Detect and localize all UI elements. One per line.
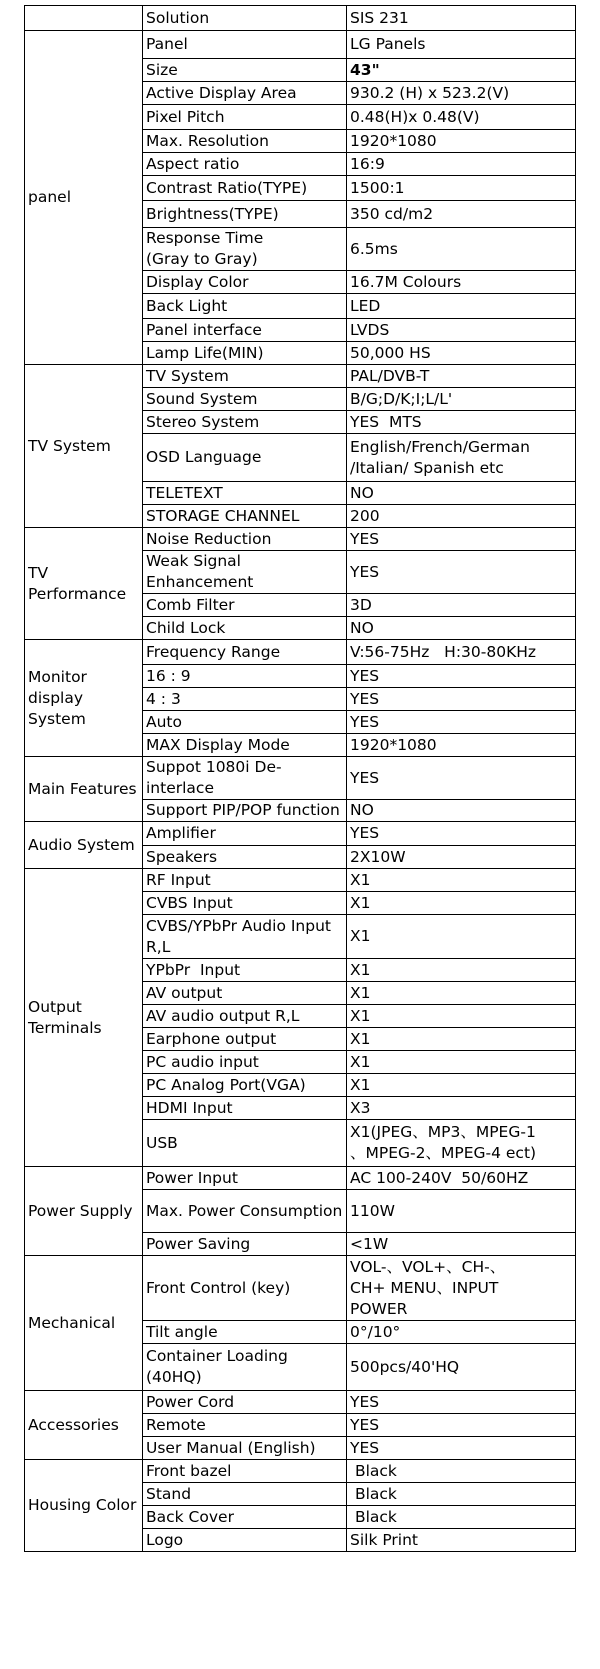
spec-value-cell: X3 [347,1097,576,1120]
spec-value-cell: 500pcs/40'HQ [347,1344,576,1391]
spec-name-cell: Aspect ratio [143,153,347,176]
spec-name-cell: Child Lock [143,617,347,640]
spec-name-cell: Front Control (key) [143,1256,347,1321]
spec-value-cell: 1500:1 [347,176,576,201]
group-label-cell: TV System [25,365,143,528]
spec-table-body [25,6,576,1552]
spec-value-cell: B/G;D/K;I;L/L' [347,388,576,411]
spec-name-cell: Max. Resolution [143,130,347,153]
group-label-cell: Power Supply [25,1167,143,1256]
spec-value-cell: NO [347,617,576,640]
spec-value-cell: X1 [347,915,576,959]
spec-name-cell: Active Display Area [143,82,347,105]
spec-name-cell: STORAGE CHANNEL [143,505,347,528]
spec-value-cell: X1 [347,869,576,892]
spec-name-cell: Power Cord [143,1391,347,1414]
spec-name-cell: Amplifier [143,822,347,846]
table-row [25,1460,576,1483]
spec-name-cell: Panel [143,31,347,59]
spec-value-cell: 16:9 [347,153,576,176]
spec-value-cell: X1 [347,1005,576,1028]
spec-name-cell: Support PIP/POP function [143,800,347,822]
spec-value-cell: 0°/10° [347,1321,576,1344]
spec-value-cell: V:56-75Hz H:30-80KHz [347,640,576,665]
spec-value-cell: X1 [347,892,576,915]
spec-value-cell: YES MTS [347,411,576,434]
spec-name-cell: Comb Filter [143,594,347,617]
spec-name-cell: Brightness(TYPE) [143,201,347,228]
spec-value-cell: 1920*1080 [347,734,576,757]
spec-value-cell: PAL/DVB-T [347,365,576,388]
table-row [25,1256,576,1321]
spec-name-cell: Container Loading (40HQ) [143,1344,347,1391]
spec-name-cell: YPbPr Input [143,959,347,982]
spec-name-cell: Display Color [143,271,347,294]
spec-value-cell: YES [347,1414,576,1437]
table-row [25,31,576,59]
spec-name-cell: Size [143,59,347,82]
spec-name-cell: TELETEXT [143,482,347,505]
spec-value-cell: 0.48(H)x 0.48(V) [347,105,576,130]
group-label-cell: Main Features [25,757,143,822]
spec-value-cell: YES [347,528,576,551]
spec-name-cell: AV audio output R,L [143,1005,347,1028]
spec-value-cell: 3D [347,594,576,617]
spec-name-cell: Front bazel [143,1460,347,1483]
spec-name-cell: Power Input [143,1167,347,1190]
spec-name-cell: Stereo System [143,411,347,434]
table-row [25,1391,576,1414]
spec-value-cell: X1(JPEG、MP3、MPEG-1 、MPEG-2、MPEG-4 ect) [347,1120,576,1167]
spec-name-cell: PC audio input [143,1051,347,1074]
spec-name-cell: Earphone output [143,1028,347,1051]
table-row [25,1167,576,1190]
spec-value-cell: <1W [347,1233,576,1256]
spec-value-cell: SIS 231 [347,6,576,31]
spec-value-cell: 50,000 HS [347,342,576,365]
group-label-cell: panel [25,31,143,365]
spec-name-cell: Max. Power Consumption [143,1190,347,1233]
spec-value-cell: YES [347,757,576,800]
spec-value-cell: 350 cd/m2 [347,201,576,228]
spec-name-cell: USB [143,1120,347,1167]
spec-name-cell: 16 : 9 [143,665,347,688]
spec-name-cell: Solution [143,6,347,31]
spec-value-cell: X1 [347,1051,576,1074]
spec-value-cell: VOL-、VOL+、CH-、 CH+ MENU、INPUT POWER [347,1256,576,1321]
spec-value-cell: 6.5ms [347,228,576,271]
spec-name-cell: PC Analog Port(VGA) [143,1074,347,1097]
spec-name-cell: RF Input [143,869,347,892]
spec-value-cell: LG Panels [347,31,576,59]
group-label-cell [25,6,143,31]
spec-name-cell: Frequency Range [143,640,347,665]
group-label-cell: Accessories [25,1391,143,1460]
group-label-cell: Output Terminals [25,869,143,1167]
spec-value-cell: YES [347,711,576,734]
spec-name-cell: HDMI Input [143,1097,347,1120]
spec-name-cell: AV output [143,982,347,1005]
table-row [25,528,576,551]
spec-name-cell: CVBS Input [143,892,347,915]
spec-value-cell: YES [347,1391,576,1414]
spec-value-cell: X1 [347,982,576,1005]
spec-name-cell: Sound System [143,388,347,411]
spec-value-cell: AC 100-240V 50/60HZ [347,1167,576,1190]
spec-name-cell: MAX Display Mode [143,734,347,757]
spec-value-cell: 930.2 (H) x 523.2(V) [347,82,576,105]
spec-name-cell: User Manual (English) [143,1437,347,1460]
spec-name-cell: Auto [143,711,347,734]
spec-name-cell: Lamp Life(MIN) [143,342,347,365]
spec-name-cell: Speakers [143,846,347,869]
spec-name-cell: Response Time (Gray to Gray) [143,228,347,271]
spec-value-cell: NO [347,482,576,505]
spec-value-cell: Silk Print [347,1529,576,1552]
spec-name-cell: OSD Language [143,434,347,482]
spec-name-cell: Contrast Ratio(TYPE) [143,176,347,201]
spec-value-cell: X1 [347,959,576,982]
group-label-cell: TV Performance [25,528,143,640]
spec-name-cell: Pixel Pitch [143,105,347,130]
group-label-cell: Mechanical [25,1256,143,1391]
spec-value-cell: English/French/German /Italian/ Spanish etc [347,434,576,482]
spec-value-cell: LED [347,294,576,319]
table-row [25,640,576,665]
spec-value-cell: YES [347,665,576,688]
spec-name-cell: Stand [143,1483,347,1506]
spec-name-cell: TV System [143,365,347,388]
spec-name-cell: Tilt angle [143,1321,347,1344]
group-label-cell: Monitor display System [25,640,143,757]
spec-name-cell: Suppot 1080i De-interlace [143,757,347,800]
spec-value-cell: Black [347,1506,576,1529]
spec-value-cell: 43" [347,59,576,82]
table-row [25,757,576,800]
spec-name-cell: Weak Signal Enhancement [143,551,347,594]
spec-value-cell: Black [347,1460,576,1483]
spec-value-cell: 110W [347,1190,576,1233]
table-row [25,365,576,388]
spec-value-cell: Black [347,1483,576,1506]
spec-name-cell: Remote [143,1414,347,1437]
spec-value-cell: NO [347,800,576,822]
spec-value-cell: YES [347,688,576,711]
spec-name-cell: Panel interface [143,319,347,342]
spec-value-cell: 2X10W [347,846,576,869]
spec-name-cell: CVBS/YPbPr Audio Input R,L [143,915,347,959]
spec-name-cell: Logo [143,1529,347,1552]
spec-value-cell: 16.7M Colours [347,271,576,294]
spec-value-cell: 1920*1080 [347,130,576,153]
spec-value-cell: X1 [347,1028,576,1051]
spec-value-cell: YES [347,822,576,846]
group-label-cell: Housing Color [25,1460,143,1552]
spec-value-cell: YES [347,1437,576,1460]
spec-name-cell: Power Saving [143,1233,347,1256]
spec-name-cell: 4 : 3 [143,688,347,711]
spec-name-cell: Back Light [143,294,347,319]
spec-table [24,5,576,1552]
spec-value-cell: LVDS [347,319,576,342]
spec-value-cell: 200 [347,505,576,528]
group-label-cell: Audio System [25,822,143,869]
table-row [25,6,576,31]
spec-value-cell: YES [347,551,576,594]
spec-value-cell: X1 [347,1074,576,1097]
table-row [25,869,576,892]
table-row [25,822,576,846]
spec-name-cell: Back Cover [143,1506,347,1529]
spec-name-cell: Noise Reduction [143,528,347,551]
